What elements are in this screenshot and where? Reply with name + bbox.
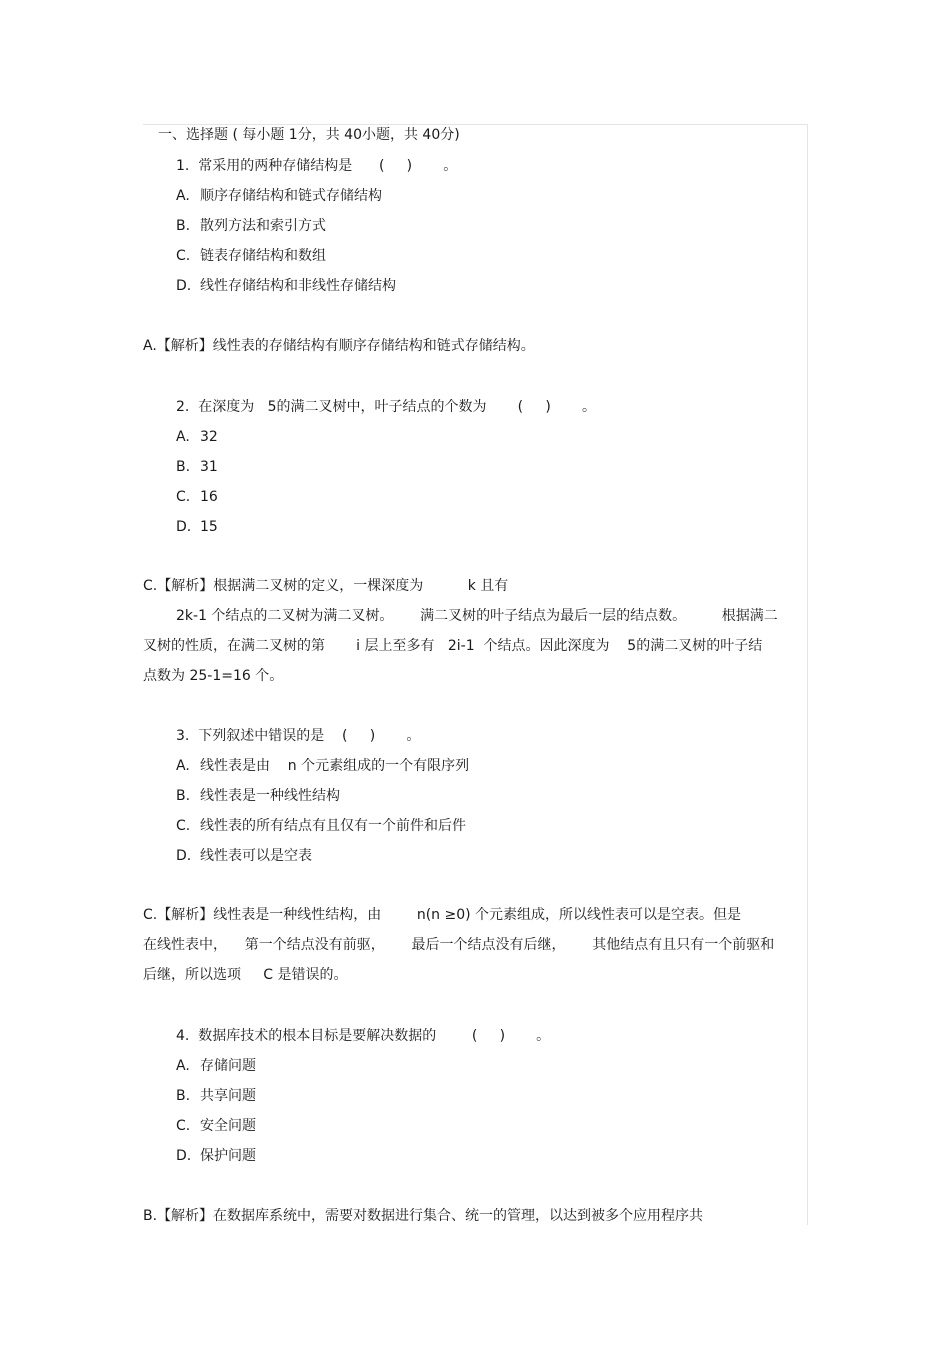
question-1-analysis: A.【解析】线性表的存储结构有顺序存储结构和链式存储结构。 (143, 338, 535, 354)
question-2-option-a (176, 428, 218, 446)
question-4-option-a (176, 1057, 256, 1075)
option-text: 顺序存储结构和链式存储结构 (200, 188, 382, 204)
option-letter: C. (176, 818, 191, 834)
question-3-stem: 3. 下列叙述中错误的是 ( ) 。 (176, 728, 421, 744)
option-text: 31 (200, 459, 218, 475)
option-text: 16 (200, 489, 218, 505)
option-letter: D. (176, 519, 192, 535)
option-letter: C. (176, 1118, 191, 1134)
question-3-option-a (176, 757, 469, 775)
option-letter: C. (176, 489, 191, 505)
question-4-analysis: B.【解析】在数据库系统中，需要对数据进行集合、统一的管理，以达到被多个应用程序共 (143, 1208, 704, 1224)
question-3-option-c (176, 817, 466, 835)
option-letter: A. (176, 1058, 190, 1074)
question-1-stem: 1. 常采用的两种存储结构是 ( ) 。 (176, 158, 458, 174)
option-letter: B. (176, 459, 191, 475)
question-3-option-d (176, 847, 312, 865)
question-2-option-b (176, 458, 218, 476)
option-text: 线性存储结构和非线性存储结构 (200, 278, 396, 294)
option-text: 线性表是由 n 个元素组成的一个有限序列 (200, 758, 470, 774)
option-letter: D. (176, 278, 192, 294)
option-letter: D. (176, 1148, 192, 1164)
option-text: 线性表的所有结点有且仅有一个前件和后件 (200, 818, 466, 834)
option-letter: C. (176, 248, 191, 264)
option-letter: A. (176, 429, 190, 445)
question-2-analysis-line-2: 2k-1 个结点的二叉树为满二叉树。 满二叉树的叶子结点为最后一层的结点数。 根据满二 (176, 608, 778, 624)
option-text: 保护问题 (200, 1148, 256, 1164)
option-letter: A. (176, 758, 190, 774)
option-letter: D. (176, 848, 192, 864)
option-text: 链表存储结构和数组 (200, 248, 326, 264)
option-text: 共享问题 (200, 1088, 256, 1104)
option-text: 线性表是一种线性结构 (200, 788, 340, 804)
option-text: 散列方法和索引方式 (200, 218, 326, 234)
section-title: 一、选择题 ( 每小题 1分，共 40小题，共 40分) (158, 127, 460, 143)
option-text: 安全问题 (200, 1118, 256, 1134)
option-letter: A. (176, 188, 190, 204)
question-4-option-c (176, 1117, 256, 1135)
question-3-option-b (176, 787, 340, 805)
option-text: 线性表可以是空表 (200, 848, 312, 864)
question-3-analysis-line-2: 在线性表中， 第一个结点没有前驱， 最后一个结点没有后继， 其他结点有且只有一个前驱和 (143, 937, 775, 953)
question-2-option-d (176, 518, 218, 536)
question-2-analysis-line-3: 叉树的性质，在满二叉树的第 i 层上至多有 2i-1 个结点。因此深度为 5的满二叉树的叶子结 (143, 638, 763, 654)
option-text: 32 (200, 429, 218, 445)
question-2-analysis-line-4: 点数为 25-1=16 个。 (143, 668, 284, 684)
option-text: 存储问题 (200, 1058, 256, 1074)
option-letter: B. (176, 218, 191, 234)
option-text: 15 (200, 519, 218, 535)
option-letter: B. (176, 788, 191, 804)
question-1-option-b (176, 217, 326, 235)
question-4-option-b (176, 1087, 256, 1105)
question-2-option-c (176, 488, 218, 506)
question-4-stem: 4. 数据库技术的根本目标是要解决数据的 ( ) 。 (176, 1028, 551, 1044)
question-2-analysis-line-1: C.【解析】根据满二叉树的定义，一棵深度为 k 且有 (143, 578, 509, 594)
question-2-stem: 2. 在深度为 5的满二叉树中，叶子结点的个数为 ( ) 。 (176, 399, 596, 415)
question-1-option-d (176, 277, 396, 295)
option-letter: B. (176, 1088, 191, 1104)
question-3-analysis-line-1: C.【解析】线性表是一种线性结构，由 n(n ≥0) 个元素组成，所以线性表可以是空表。但是 (143, 907, 742, 923)
question-1-option-c (176, 247, 326, 265)
question-3-analysis-line-3: 后继，所以选项 C 是错误的。 (143, 967, 348, 983)
question-4-option-d (176, 1147, 256, 1165)
question-1-option-a (176, 187, 382, 205)
